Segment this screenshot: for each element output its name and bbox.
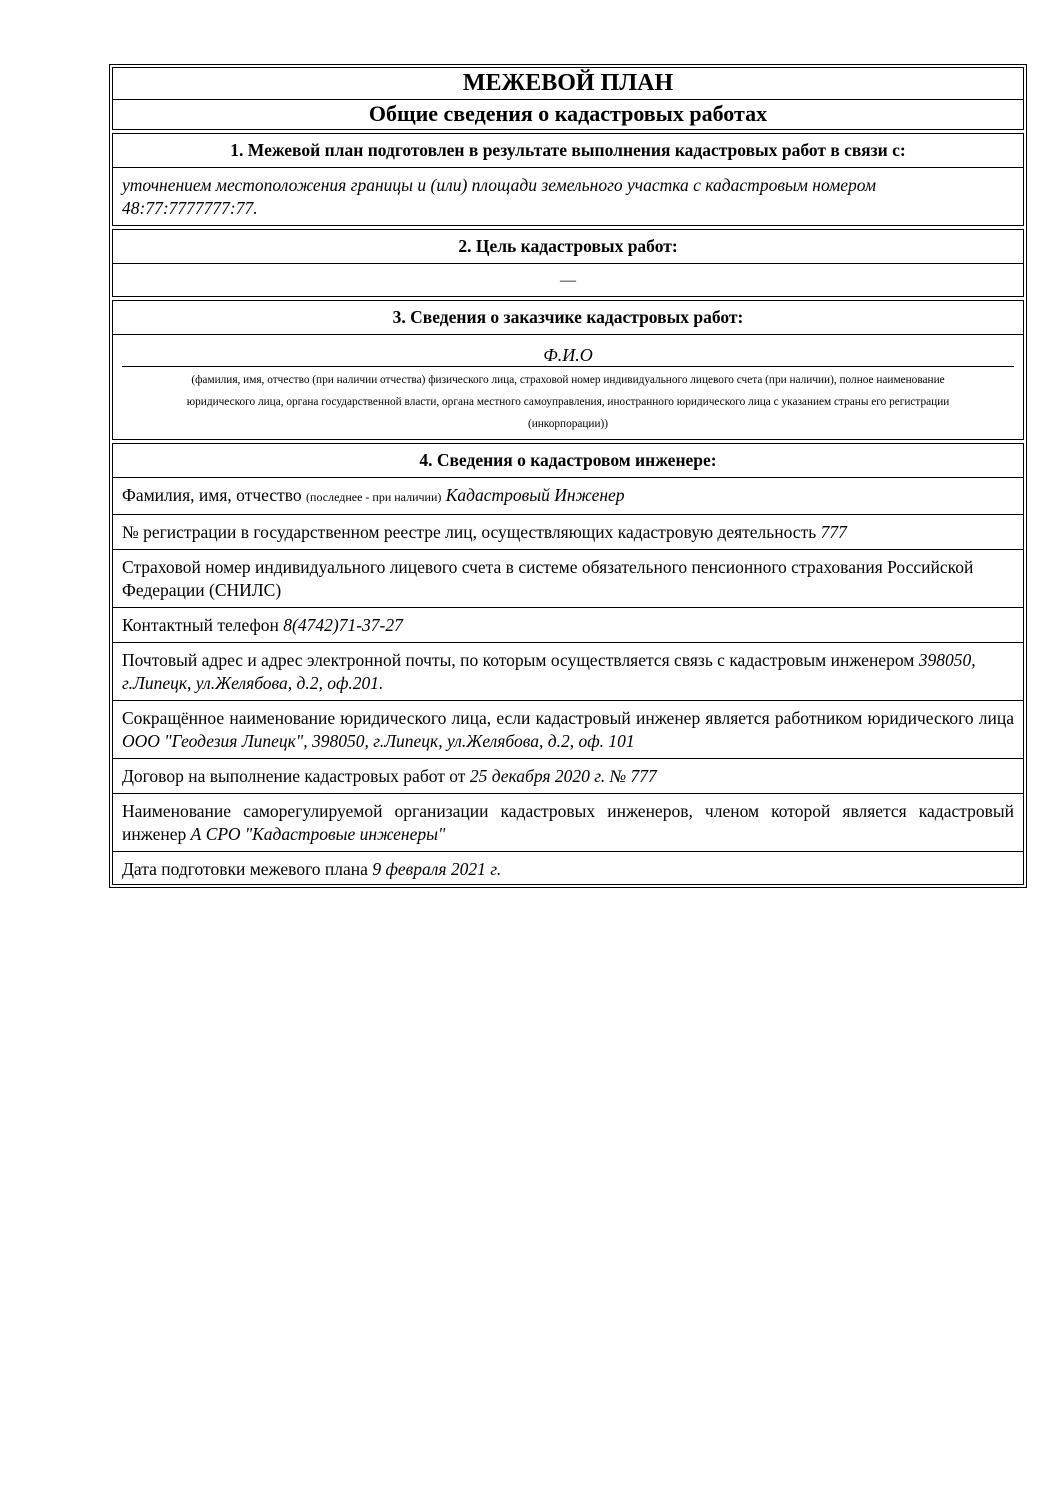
contract-number: № 777 [609,766,657,786]
client-note-line-3: (инкорпорации)) [527,418,609,430]
sro-label: Наименование саморегулируемой организации кадастровых инженеров, членом которой является кадастровый инженер [122,801,1014,844]
engineer-address-row [113,642,1023,700]
engineer-phone-label: Контактный телефон [122,615,279,635]
header-block [112,67,1024,130]
document-title: МЕЖЕВОЙ ПЛАН [462,70,674,96]
sro-row [113,793,1023,851]
engineer-reg-label: № регистрации в государственном реестре лиц, осуществляющих кадастровую деятельность [122,522,817,542]
engineer-fio-note: (последнее - при наличии) [306,490,442,504]
section-1-heading: 1. Межевой план подготовлен в результате выполнения кадастровых работ в связи с: [230,140,906,160]
boundary-plan-form [109,64,1027,888]
client-note-line-2: юридического лица, органа государственной власти, органа местного самоуправления, иностранного юридического лица с указанием страны его регистрации [186,396,950,408]
engineer-fio-row [113,477,1023,514]
section-1-text: уточнением местоположения границы и (или) площади земельного участка с кадастровым номером 48:77:7777777:77. [113,167,1023,225]
sro-value: А СРО "Кадастровые инженеры" [190,824,446,844]
prep-date-row [113,851,1023,884]
contract-date: 25 декабря 2020 г. [469,766,606,786]
client-info [113,334,1023,439]
section-3 [112,300,1024,440]
section-4 [112,443,1024,885]
engineer-reg-row [113,514,1023,549]
engineer-snils-label: Страховой номер индивидуального лицевого счета в системе обязательного пенсионного страхования Российской Федерации (СНИЛС) [122,557,974,600]
engineer-phone-row [113,607,1023,642]
engineer-org-row [113,700,1023,758]
section-1 [112,133,1024,226]
contract-row [113,758,1023,793]
client-note-line-1: (фамилия, имя, отчество (при наличии отчества) физического лица, страховой номер индивидуального лицевого счета (при наличии), полное наименование [191,374,945,386]
engineer-org-value: ООО "Геодезия Липецк", 398050, г.Липецк, ул.Желябова, д.2, оф. 101 [122,731,635,751]
section-2 [112,229,1024,297]
section-3-heading: 3. Сведения о заказчике кадастровых работ: [392,307,744,327]
contract-label: Договор на выполнение кадастровых работ от [122,766,466,786]
document-subtitle: Общие сведения о кадастровых работах [113,99,1023,129]
engineer-org-label: Сокращённое наименование юридического лица, если кадастровый инженер является работником юридического лица [122,708,1014,728]
client-name: Ф.И.О [122,344,1014,367]
engineer-address-label: Почтовый адрес и адрес электронной почты, по которым осуществляется связь с кадастровым инженером [122,650,915,670]
engineer-address-value: 398050, г.Липецк, ул.Желябова, д.2, оф.201. [122,650,976,693]
section-2-value: — [113,263,1023,296]
engineer-fio-value: Кадастровый Инженер [445,485,625,505]
engineer-reg-value: 777 [820,522,847,542]
engineer-fio-label: Фамилия, имя, отчество [122,485,302,505]
engineer-phone-value: 8(4742)71-37-27 [283,615,403,635]
section-4-heading: 4. Сведения о кадастровом инженере: [419,450,717,470]
prep-date-label: Дата подготовки межевого плана [122,859,368,879]
section-2-heading: 2. Цель кадастровых работ: [458,236,678,256]
engineer-snils-row [113,549,1023,607]
prep-date-value: 9 февраля 2021 г. [372,859,502,879]
